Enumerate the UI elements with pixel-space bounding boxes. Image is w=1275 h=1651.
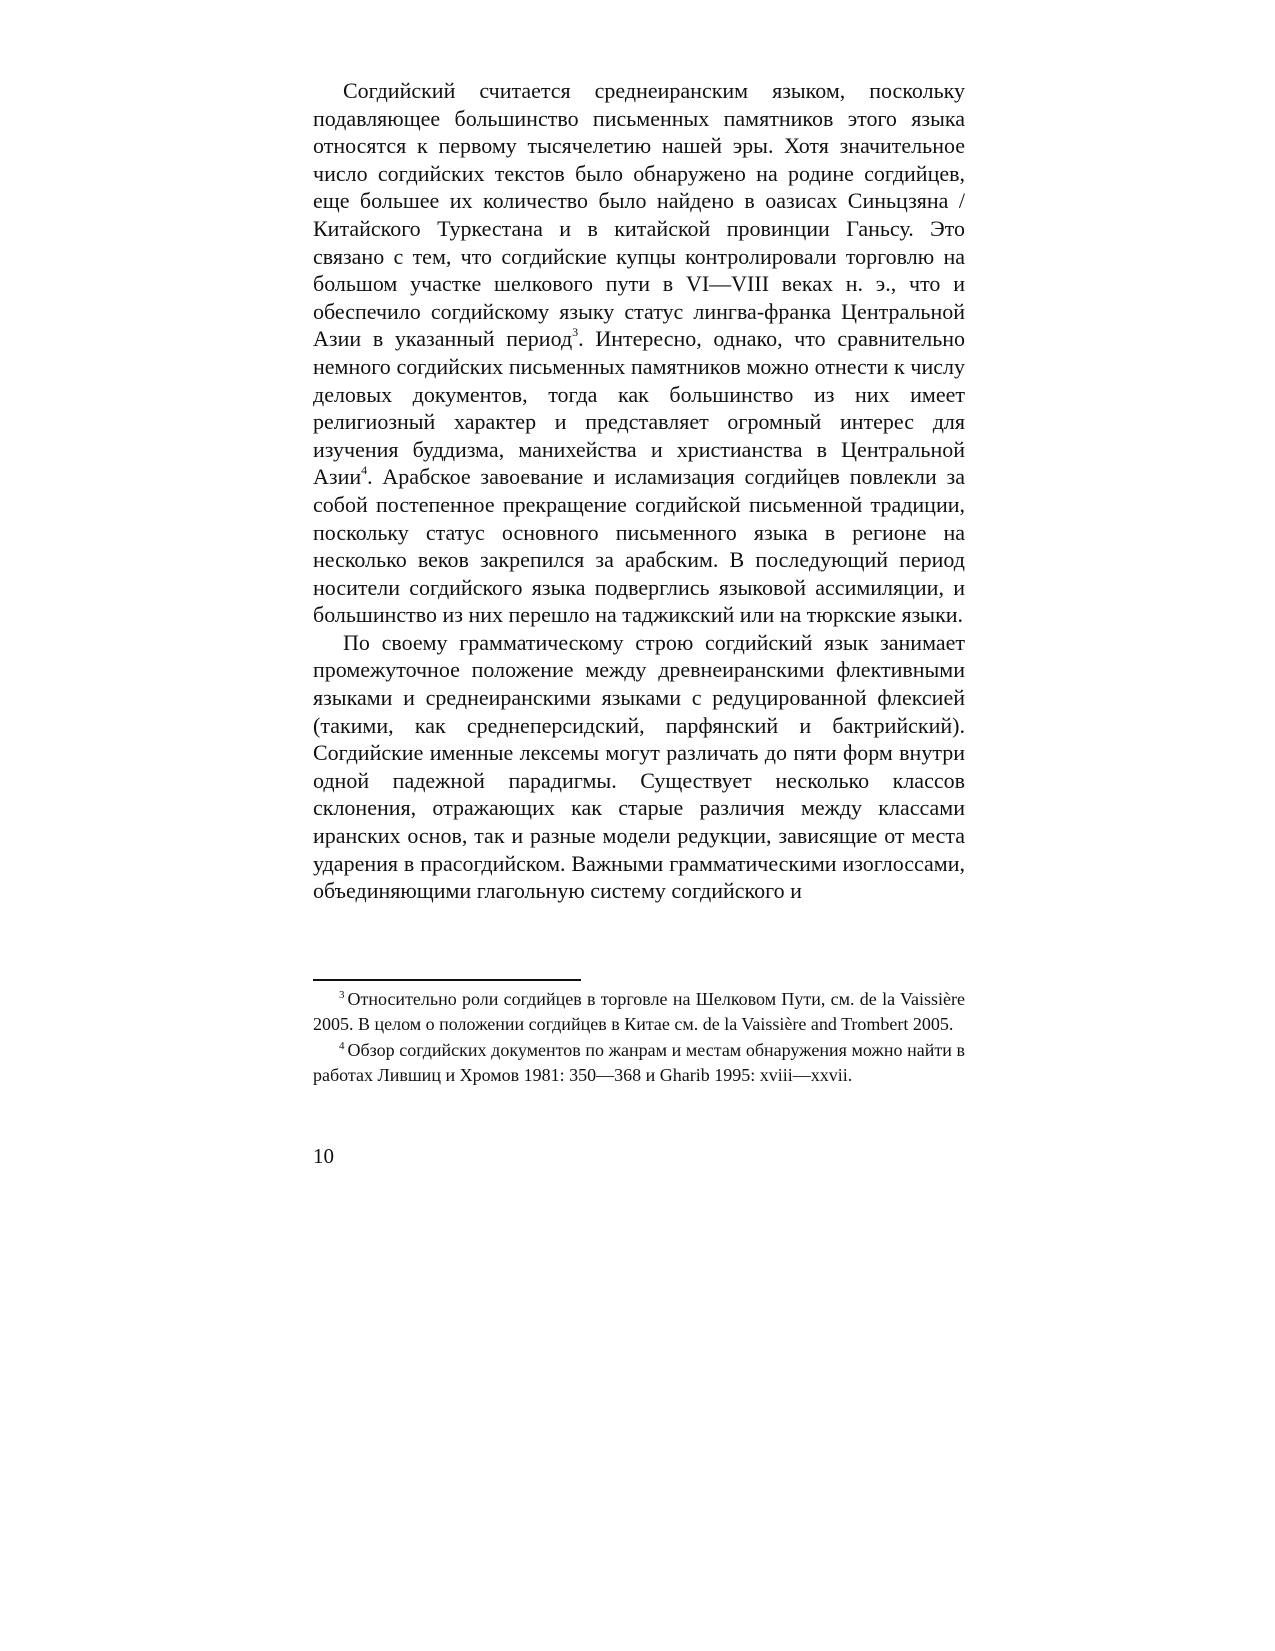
main-text bbox=[313, 77, 965, 905]
footnote-number: 3 bbox=[339, 989, 345, 1001]
paragraph-2: По своему грамматическому строю согдийский язык занимает промежуточное положение между древнеиранскими флективными языками и среднеиранскими языками с редуцированной флексией (такими, как среднеперсидский, парфянский и бактрийский). Согдийские именные лексемы могут различать до пяти форм внутри одной падежной парадигмы. Существует несколько классов склонения, отражающих как старые различия между классами иранских основ, так и разные модели редукции, зависящие от места ударения в прасогдийском. Важными грамматическими изоглоссами, объединяющими глагольную систему согдийского и bbox=[313, 629, 965, 904]
footnote-ref-4: 4 bbox=[361, 462, 368, 477]
page-number: 10 bbox=[313, 1144, 334, 1168]
footnote-divider bbox=[313, 979, 581, 981]
paragraph-1-part-2: . Интересно, однако, что сравнительно немного согдийских письменных памятников можно отнести к числу деловых документов, тогда как большинство из них имеет религиозный характер и представляет огромный интерес для изучения буддизма, манихейства и христианства в Центральной Азии bbox=[313, 326, 966, 490]
footnote-4 bbox=[313, 1038, 965, 1087]
footnote-text: Относительно роли согдийцев в торговле на Шелковом Пути, см. de la Vaissière 2005. В целом о положении согдийцев в Китае см. de la Vaissière and Trombert 2005. bbox=[313, 989, 965, 1034]
paragraph-1-part-1: Согдийский считается среднеиранским языком, поскольку подавляющее большинство письменных памятников этого языка относятся к первому тысячелетию нашей эры. Хотя значительное число согдийских текстов было обнаружено на родине согдийцев, еще большее их количество было найдено в оазисах Синьцзяна / Китайского Туркестана и в китайской провинции Ганьсу. Это связано с тем, что согдийские купцы контролировали торговлю на большом участке шелкового пути в VI—VIII веках н. э., что и обеспечило согдийскому языку статус лингва-франка Центральной Азии в указанный период bbox=[313, 78, 965, 352]
footnote-number: 4 bbox=[339, 1040, 345, 1053]
paragraph-1-part-3: . Арабское завоевание и исламизация согдийцев повлекли за собой постепенное прекращение согдийской письменной традиции, поскольку статус основного письменного языка в регионе на несколько веков закрепился за арабским. В последующий период носители согдийского языка подверглись языковой ассимиляции, и большинство из них перешло на таджикский или на тюркские языки. bbox=[313, 464, 965, 628]
footnote-ref-3: 3 bbox=[572, 325, 579, 340]
footnotes bbox=[313, 987, 965, 1088]
footnote-text: Обзор согдийских документов по жанрам и местам обнаружения можно найти в работах Лившиц и Хромов 1981: 350—368 и Gharib 1995: xviii—xxvii. bbox=[313, 1040, 965, 1086]
footnote-3 bbox=[313, 987, 965, 1036]
paragraph-1 bbox=[313, 77, 965, 629]
